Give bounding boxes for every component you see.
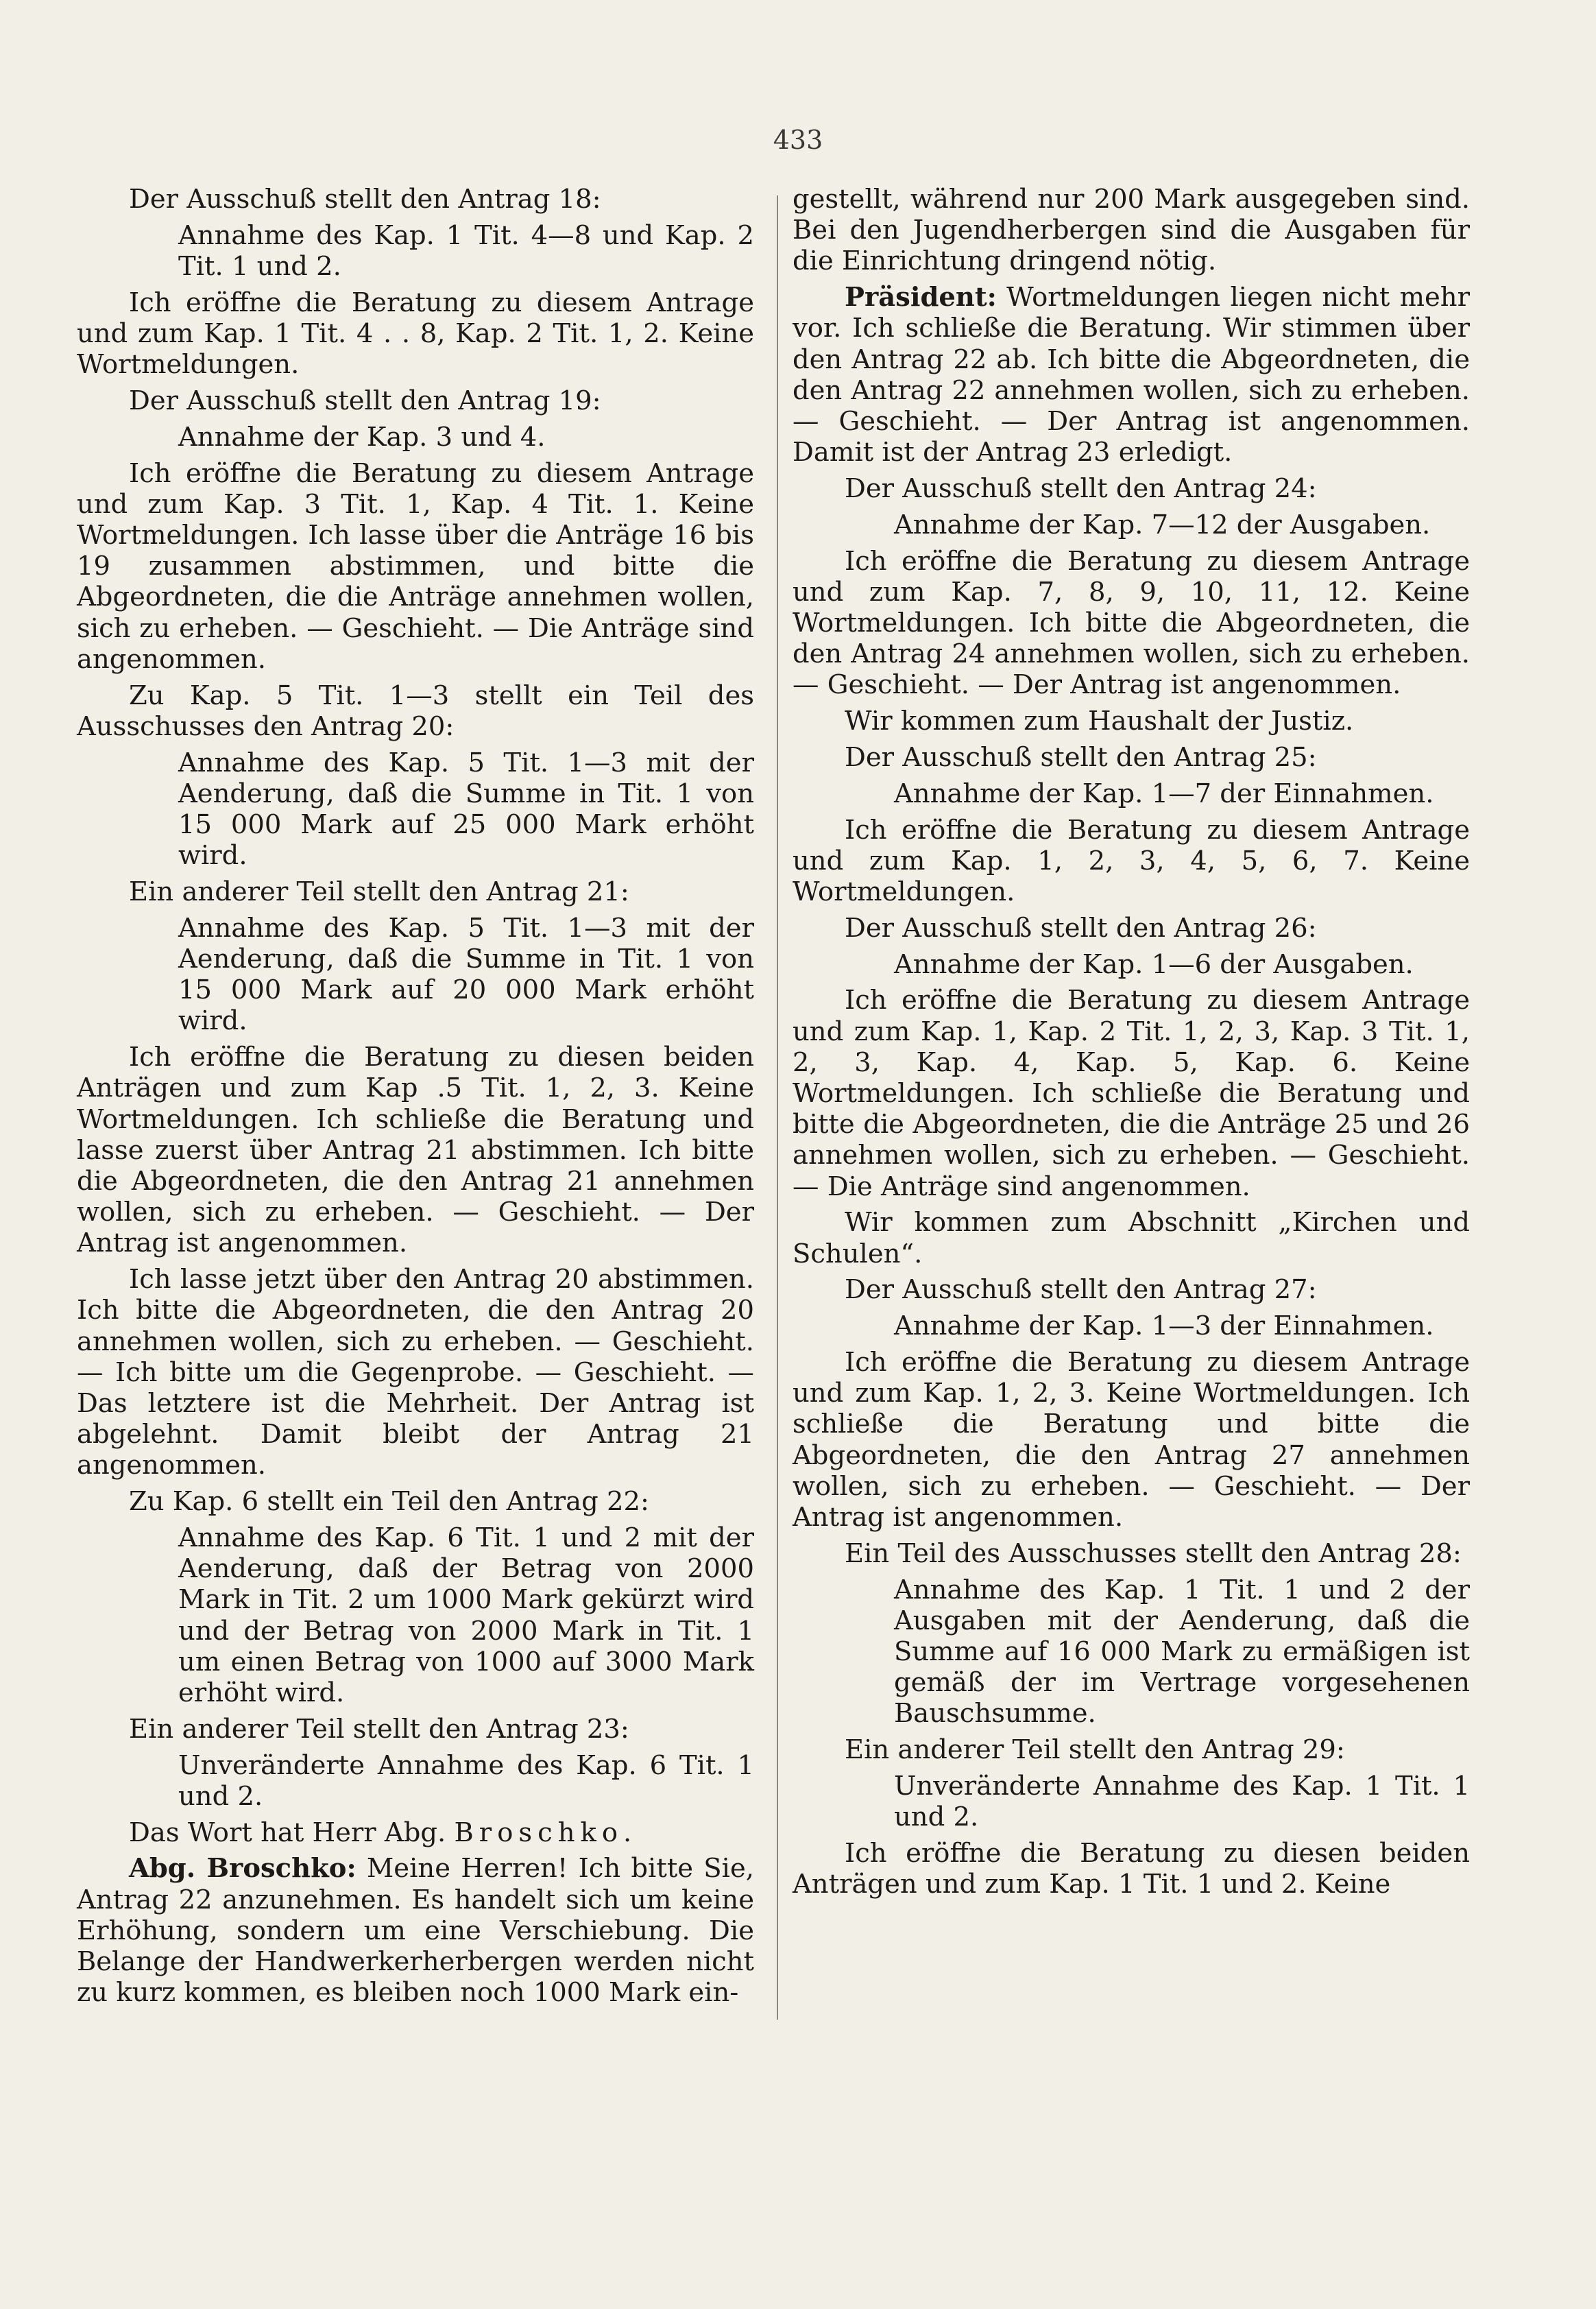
paragraph: Der Ausschuß stellt den Antrag 19: — [129, 385, 601, 416]
paragraph: Ich eröffne die Beratung zu diesem Antrage und zum Kap. 1, 2, 3, 4, 5, 6, 7. Keine Wortmeldungen. — [793, 814, 1470, 908]
paragraph: Ein anderer Teil stellt den Antrag 21: — [129, 876, 629, 908]
paragraph: Ein anderer Teil stellt den Antrag 23: — [129, 1713, 629, 1745]
page-number: 433 — [773, 125, 823, 155]
intro-tail: . — [623, 1817, 632, 1848]
speech-paragraph — [793, 282, 1470, 468]
motion-text: Annahme der Kap. 7—12 der Ausgaben. — [894, 509, 1431, 540]
paragraph-speaker-intro — [77, 1817, 754, 1848]
paragraph: Ich eröffne die Beratung zu diesem Antrage und zum Kap. 3 Tit. 1, Kap. 4 Tit. 1. Keine Wortmeldungen. Ich lasse über die Anträge 16 bis 19 zusammen abstimmen, und bitte die Abgeordneten, die die Anträge annehmen wollen, sich zu erheben. — Geschieht. — Die Anträge sind angenommen. — [77, 457, 754, 675]
paragraph: Der Ausschuß stellt den Antrag 27: — [845, 1274, 1317, 1306]
speaker-name-spaced: Broschko — [454, 1817, 624, 1848]
paragraph: Ich eröffne die Beratung zu diesen beiden Anträgen und zum Kap. 1 Tit. 1 und 2. Keine — [793, 1838, 1470, 1900]
motion-text: Unveränderte Annahme des Kap. 6 Tit. 1 und 2. — [178, 1749, 754, 1812]
paragraph: Wir kommen zum Abschnitt „Kirchen und Schulen“. — [793, 1207, 1470, 1269]
paragraph: Ich eröffne die Beratung zu diesen beiden Anträgen und zum Kap .5 Tit. 1, 2, 3. Keine Wortmeldungen. Ich schließe die Beratung und lasse zuerst über Antrag 21 abstimmen. Ich bitte die Abgeordneten, die den Antrag 21 annehmen wollen, sich zu erheben. — Geschieht. — Der Antrag ist angenommen. — [77, 1042, 754, 1259]
paragraph: Ich eröffne die Beratung zu diesem Antrage und zum Kap. 1 Tit. 4 . . 8, Kap. 2 Tit. 1, 2. Keine Wortmeldungen. — [77, 287, 754, 381]
column-divider — [777, 195, 778, 2020]
motion-text: Annahme des Kap. 1 Tit. 1 und 2 der Ausgaben mit der Aenderung, daß die Summe auf 16 000 Mark zu ermäßigen ist gemäß der im Vertrage vorgesehenen Bauschsumme. — [894, 1574, 1470, 1730]
speech-paragraph — [77, 1853, 754, 2008]
motion-text: Annahme des Kap. 5 Tit. 1—3 mit der Aenderung, daß die Summe in Tit. 1 von 15 000 Mark auf 25 000 Mark erhöht wird. — [178, 747, 754, 872]
motion-text: Annahme des Kap. 6 Tit. 1 und 2 mit der Aenderung, daß der Betrag von 2000 Mark in Tit. 2 um 1000 Mark gekürzt wird und der Betrag von 2000 Mark in Tit. 1 um einen Betrag von 1000 auf 3000 Mark erhöht wird. — [178, 1522, 754, 1709]
paragraph: Ich lasse jetzt über den Antrag 20 abstimmen. Ich bitte die Abgeordneten, die den Antrag 20 annehmen wollen, sich zu erheben. — Geschieht. — Ich bitte um die Gegenprobe. — Geschieht. — Das letztere ist die Mehrheit. Der Antrag ist abgelehnt. Damit bleibt der Antrag 21 angenommen. — [77, 1264, 754, 1481]
paragraph: Wir kommen zum Haushalt der Justiz. — [845, 706, 1354, 737]
motion-text: Annahme der Kap. 1—6 der Ausgaben. — [894, 948, 1414, 980]
paragraph: Zu Kap. 5 Tit. 1—3 stellt ein Teil des Ausschusses den Antrag 20: — [77, 680, 754, 742]
motion-text: Unveränderte Annahme des Kap. 1 Tit. 1 und 2. — [894, 1771, 1470, 1833]
motion-text: Annahme der Kap. 3 und 4. — [178, 421, 546, 453]
paragraph: Der Ausschuß stellt den Antrag 24: — [845, 473, 1317, 505]
paragraph: Ich eröffne die Beratung zu diesem Antrage und zum Kap. 1, 2, 3. Keine Wortmeldungen. Ich schließe die Beratung und bitte die Abgeordneten, die den Antrag 27 annehmen wollen, sich zu erheben. — Geschieht. — Der Antrag ist angenommen. — [793, 1347, 1470, 1533]
speech-text: Wortmeldungen liegen nicht mehr vor. Ich schließe die Beratung. Wir stimmen über den Antrag 22 ab. Ich bitte die Abgeordneten, die den Antrag 22 annehmen wollen, sich zu erheben. — Geschieht. — Der Antrag ist angenommen. Damit ist der Antrag 23 erledigt. — [793, 282, 1470, 468]
paragraph: Ich eröffne die Beratung zu diesem Antrage und zum Kap. 7, 8, 9, 10, 11, 12. Keine Wortmeldungen. Ich bitte die Abgeordneten, die den Antrag 24 annehmen wollen, sich zu erheben. — Geschieht. — Der Antrag ist angenommen. — [793, 545, 1470, 701]
motion-text: Annahme des Kap. 5 Tit. 1—3 mit der Aenderung, daß die Summe in Tit. 1 von 15 000 Mark auf 20 000 Mark erhöht wird. — [178, 912, 754, 1037]
paragraph: Zu Kap. 6 stellt ein Teil den Antrag 22: — [129, 1486, 649, 1518]
continued-paragraph: gestellt, während nur 200 Mark ausgegeben sind. Bei den Jugendherbergen sind die Ausgaben für die Einrichtung dringend nötig. — [793, 184, 1470, 277]
intro-text: Das Wort hat Herr Abg. — [129, 1817, 455, 1848]
paragraph: Ein Teil des Ausschusses stellt den Antrag 28: — [845, 1538, 1462, 1569]
paragraph: Der Ausschuß stellt den Antrag 18: — [129, 184, 601, 215]
paragraph: Ein anderer Teil stellt den Antrag 29: — [845, 1734, 1345, 1766]
left-column — [77, 184, 754, 2013]
paragraph: Ich eröffne die Beratung zu diesem Antrage und zum Kap. 1, Kap. 2 Tit. 1, 2, 3, Kap. 3 Tit. 1, 2, 3, Kap. 4, Kap. 5, Kap. 6. Keine Wortmeldungen. Ich schließe die Beratung und bitte die Abgeordneten, die die Anträge 25 und 26 annehmen wollen, sich zu erheben. — Geschieht. — Die Anträge sind angenommen. — [793, 985, 1470, 1202]
motion-text: Annahme des Kap. 1 Tit. 4—8 und Kap. 2 Tit. 1 und 2. — [178, 219, 754, 282]
speaker-label: Abg. Broschko: — [129, 1853, 356, 1885]
speaker-label: Präsident: — [845, 282, 997, 313]
motion-text: Annahme der Kap. 1—7 der Einnahmen. — [894, 778, 1434, 809]
paragraph: Der Ausschuß stellt den Antrag 25: — [845, 742, 1317, 774]
right-column — [793, 184, 1470, 1905]
speech-text: Meine Herren! Ich bitte Sie, Antrag 22 anzunehmen. Es handelt sich um keine Erhöhung, sondern um eine Verschiebung. Die Belange der Handwerkerherbergen werden nicht zu kurz kommen, es bleiben noch 1000 Mark ein- — [77, 1853, 754, 2009]
motion-text: Annahme der Kap. 1—3 der Einnahmen. — [894, 1311, 1434, 1342]
paragraph: Der Ausschuß stellt den Antrag 26: — [845, 912, 1317, 944]
